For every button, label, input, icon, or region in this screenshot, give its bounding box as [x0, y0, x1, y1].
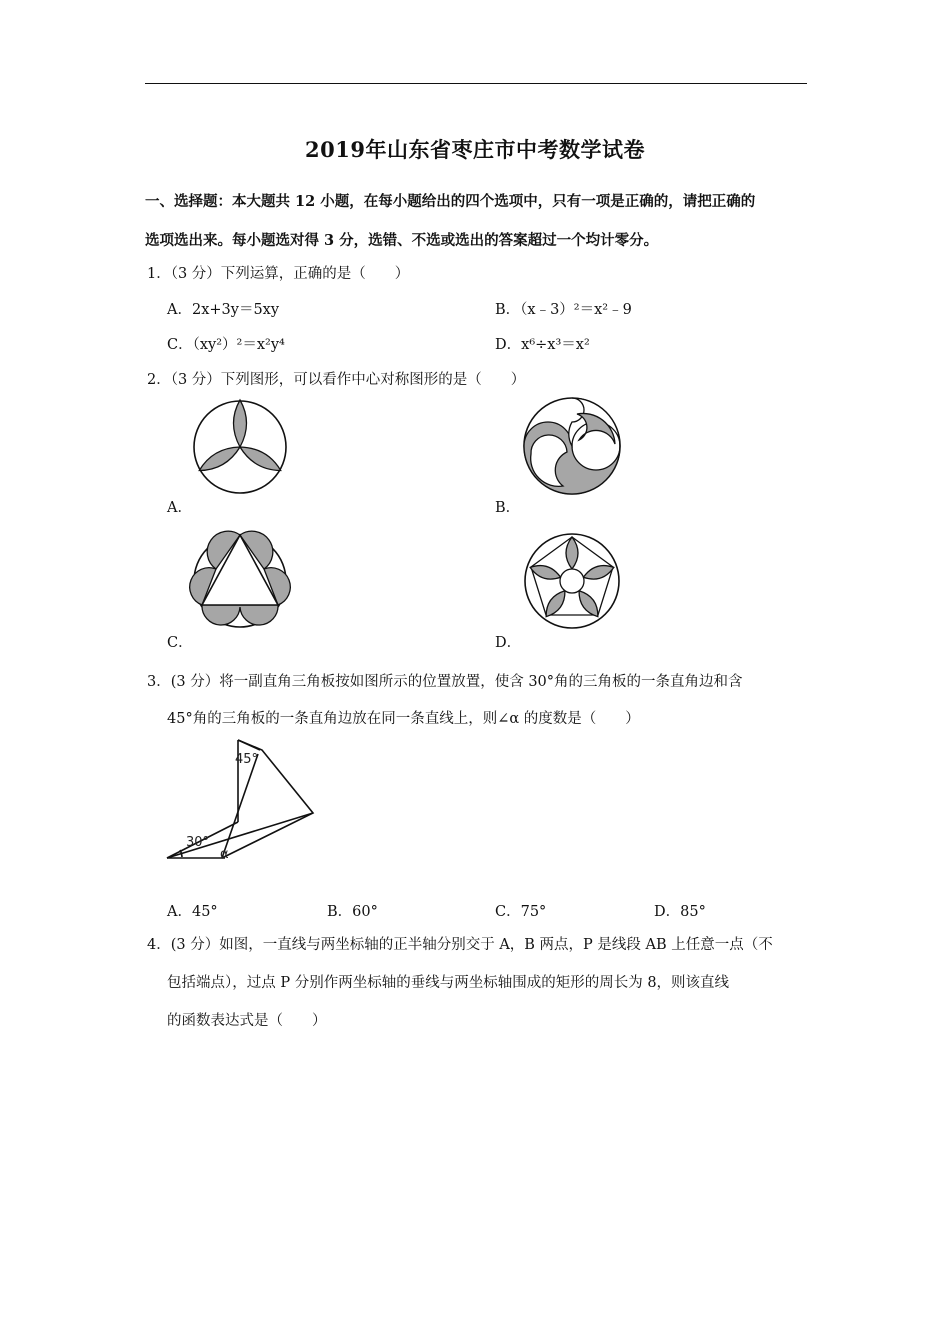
q1-option-a-label: A．	[167, 302, 192, 318]
q2-stem: 2．（3 分）下列图形，可以看作中心对称图形的是（ ）	[147, 372, 526, 388]
q1-option-b-expr: （x﹣3）²＝x²﹣9	[520, 302, 632, 318]
q2-option-b-label[interactable]: B．	[495, 500, 521, 516]
q1-option-b[interactable]	[495, 298, 632, 319]
q1-option-c[interactable]	[167, 333, 285, 354]
q1-option-b-label: B．	[495, 302, 521, 318]
q3-option-a[interactable]: A．45°	[167, 904, 218, 920]
q3-stem-line2: 45°角的三角板的一条直角边放在同一条直线上，则∠α 的度数是（ ）	[167, 711, 640, 727]
q4-stem-line1: 4．(3 分）如图，一直线与两坐标轴的正半轴分别交于 A，B 两点，P 是线段 AB 上任意一点（不	[147, 937, 773, 953]
q2-option-d-label[interactable]: D．	[495, 635, 522, 651]
q1-option-a-expr: 2x+3y＝5xy	[191, 302, 280, 318]
q3-option-b[interactable]: B．60°	[327, 904, 378, 920]
q3-stem-line1: 3．(3 分）将一副直角三角板按如图所示的位置放置，使含 30°角的三角板的一条直角边和含	[147, 674, 743, 690]
q2-option-c-label[interactable]: C．	[167, 635, 193, 651]
q3-figure	[160, 736, 320, 862]
q2-figure-c	[192, 531, 288, 631]
header-rule	[145, 83, 807, 84]
q3-label-alpha: α	[220, 847, 229, 862]
q2-option-a-label[interactable]: A．	[167, 500, 192, 516]
q2-figure-a	[192, 398, 288, 496]
q3-option-d[interactable]: D．85°	[654, 904, 706, 920]
q1-option-d-expr: x⁶÷x³＝x²	[521, 337, 590, 353]
q3-option-c[interactable]: C．75°	[495, 904, 547, 920]
q1-option-c-expr: （xy²）²＝x²y⁴	[192, 337, 285, 353]
q1-option-a[interactable]	[167, 298, 279, 319]
q1-option-d[interactable]	[495, 333, 590, 354]
section-heading-line2: 选项选出来。每小题选对得 3 分，选错、不选或选出的答案超过一个均计零分。	[145, 232, 659, 249]
q3-label-45: 45°	[235, 752, 259, 767]
q3-label-30: 30°	[186, 835, 210, 850]
q2-figure-b	[521, 396, 623, 496]
q4-stem-line2: 包括端点），过点 P 分别作两坐标轴的垂线与两坐标轴围成的矩形的周长为 8，则该直线	[167, 975, 730, 991]
page-title: 2019年山东省枣庄市中考数学试卷	[305, 137, 645, 162]
q4-stem-line3: 的函数表达式是（ ）	[167, 1013, 327, 1029]
q2-figure-d	[522, 531, 622, 631]
q1-stem: 1．（3 分）下列运算，正确的是（ ）	[147, 266, 410, 282]
section-heading-line1: 一、选择题：本大题共 12 小题，在每小题给出的四个选项中，只有一项是正确的，请把正确的	[145, 193, 756, 210]
q1-option-d-label: D．	[495, 337, 522, 353]
q1-option-c-label: C．	[167, 337, 193, 353]
